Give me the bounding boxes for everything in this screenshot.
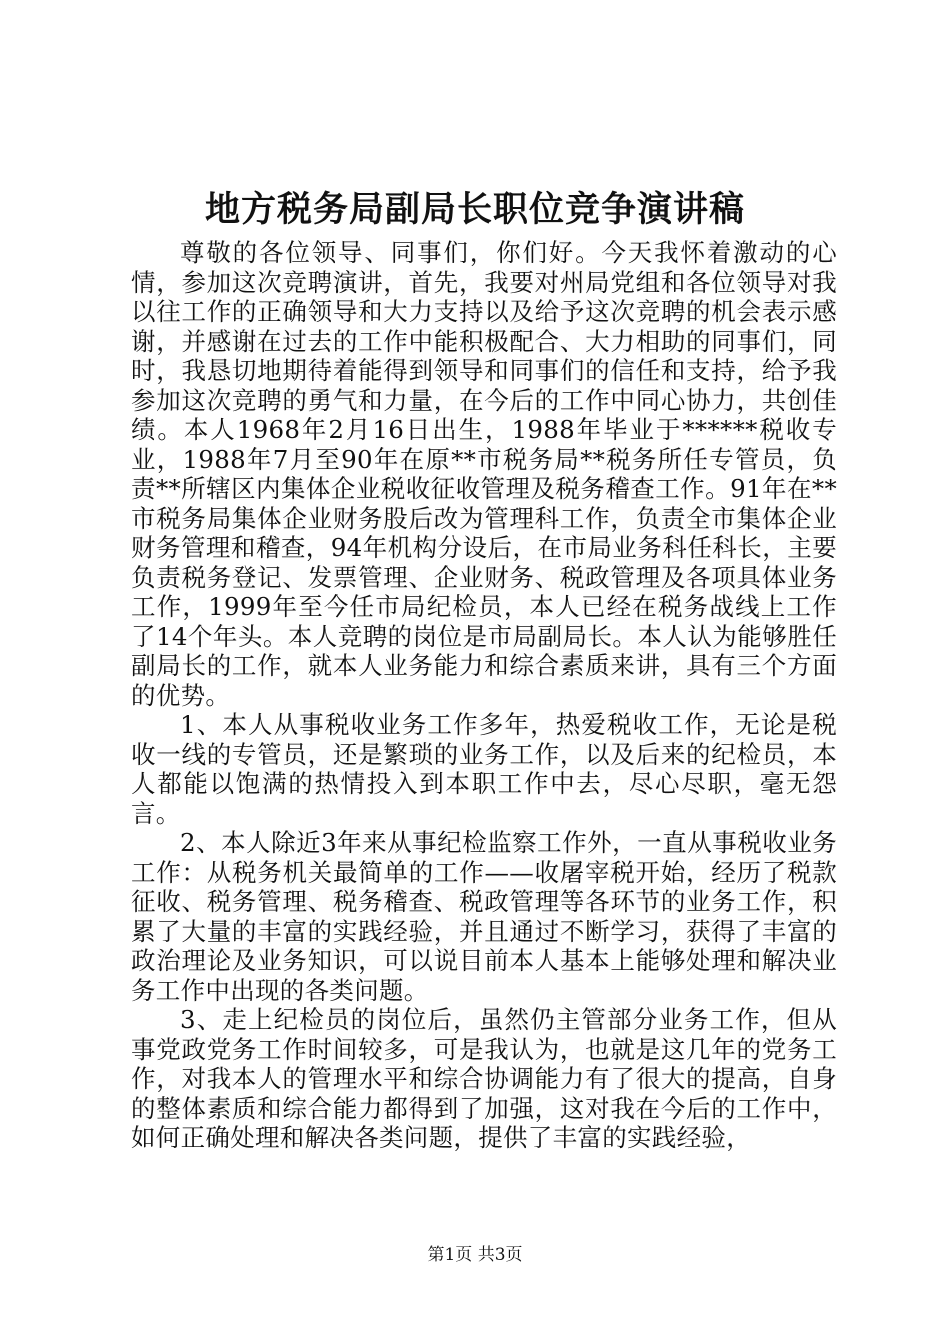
document-body <box>131 238 837 1153</box>
document-title: 地方税务局副局长职位竞争演讲稿 <box>204 189 745 230</box>
paragraph-point-2: 2、本人除近3年来从事纪检监察工作外，一直从事税收业务工作：从税务机关最简单的工作——收屠宰税开始，经历了税款征收、税务管理、税务稽查、税政管理等各环节的业务工作，积累了大量的丰富的实践经验，并且通过不断学习，获得了丰富的政治理论及业务知识，可以说目前本人基本上能够处理和解决业务工作中出现的各类问题。 <box>131 828 837 1005</box>
page-number-footer: 第1页 共3页 <box>427 1245 523 1265</box>
paragraph-intro: 尊敬的各位领导、同事们，你们好。今天我怀着激动的心情，参加这次竞聘演讲，首先，我要对州局党组和各位领导对我以往工作的正确领导和大力支持以及给予这次竞聘的机会表示感谢，并感谢在过去的工作中能积极配合、大力相助的同事们，同时，我恳切地期待着能得到领导和同事们的信任和支持，给予我参加这次竞聘的勇气和力量，在今后的工作中同心协力，共创佳绩。本人1968年2月16日出生，1988年毕业于******税收专业，1988年7月至90年在原**市税务局**税务所任专管员，负责**所辖区内集体企业税收征收管理及税务稽查工作。91年在**市税务局集体企业财务股后改为管理科工作，负责全市集体企业财务管理和稽查，94年机构分设后，在市局业务科任科长，主要负责税务登记、发票管理、企业财务、税政管理及各项具体业务工作，1999年至今任市局纪检员，本人已经在税务战线上工作了14个年头。本人竞聘的岗位是市局副局长。本人认为能够胜任副局长的工作，就本人业务能力和综合素质来讲，具有三个方面的优势。 <box>131 238 837 710</box>
paragraph-point-3: 3、走上纪检员的岗位后，虽然仍主管部分业务工作，但从事党政党务工作时间较多，可是我认为，也就是这几年的党务工作，对我本人的管理水平和综合协调能力有了很大的提高，自身的整体素质和综合能力都得到了加强，这对我在今后的工作中，如何正确处理和解决各类问题，提供了丰富的实践经验， <box>131 1005 837 1152</box>
paragraph-point-1: 1、本人从事税收业务工作多年，热爱税收工作，无论是税收一线的专管员，还是繁琐的业务工作，以及后来的纪检员，本人都能以饱满的热情投入到本职工作中去，尽心尽职，毫无怨言。 <box>131 710 837 828</box>
